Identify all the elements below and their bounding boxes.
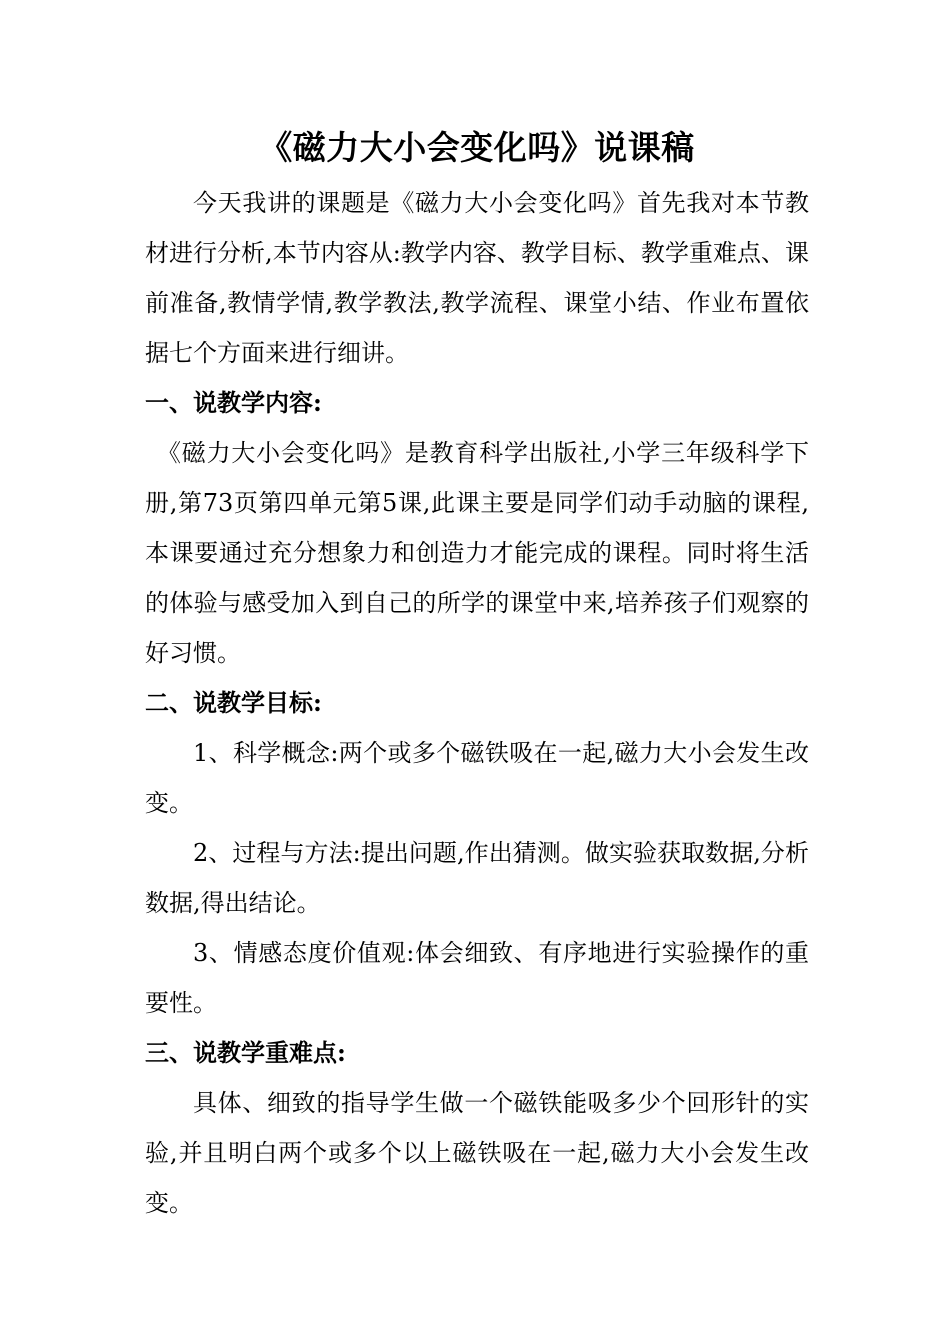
intro-paragraph: 今天我讲的课题是《磁力大小会变化吗》首先我对本节教材进行分析,本节内容从:教学内容、教学目标、教学重难点、课前准备,教情学情,教学教法,教学流程、课堂小结、作业布置依据七个方面来进行细讲。 <box>145 189 809 367</box>
section-heading-goals: 二、说教学目标: <box>145 688 322 717</box>
document-title: 《磁力大小会变化吗》说课稿 <box>259 128 695 167</box>
document-body <box>145 122 809 1228</box>
section-heading-key-points: 三、说教学重难点: <box>145 1038 346 1067</box>
section-heading-content: 一、说教学内容: <box>145 388 322 417</box>
goal-paragraph-2: 2、过程与方法:提出问题,作出猜测。做实验获取数据,分析数据,得出结论。 <box>145 839 809 917</box>
content-paragraph: 《磁力大小会变化吗》是教育科学出版社,小学三年级科学下册,第73页第四单元第5课,此课主要是同学们动手动脑的课程,本课要通过充分想象力和创造力才能完成的课程。同时将生活的体验与感受加入到自己的所学的课堂中来,培养孩子们观察的好习惯。 <box>145 439 809 667</box>
goal-paragraph-1: 1、科学概念:两个或多个磁铁吸在一起,磁力大小会发生改变。 <box>145 739 809 817</box>
key-points-paragraph: 具体、细致的指导学生做一个磁铁能吸多少个回形针的实验,并且明白两个或多个以上磁铁吸在一起,磁力大小会发生改变。 <box>145 1089 809 1217</box>
goal-paragraph-3: 3、情感态度价值观:体会细致、有序地进行实验操作的重要性。 <box>145 939 809 1017</box>
